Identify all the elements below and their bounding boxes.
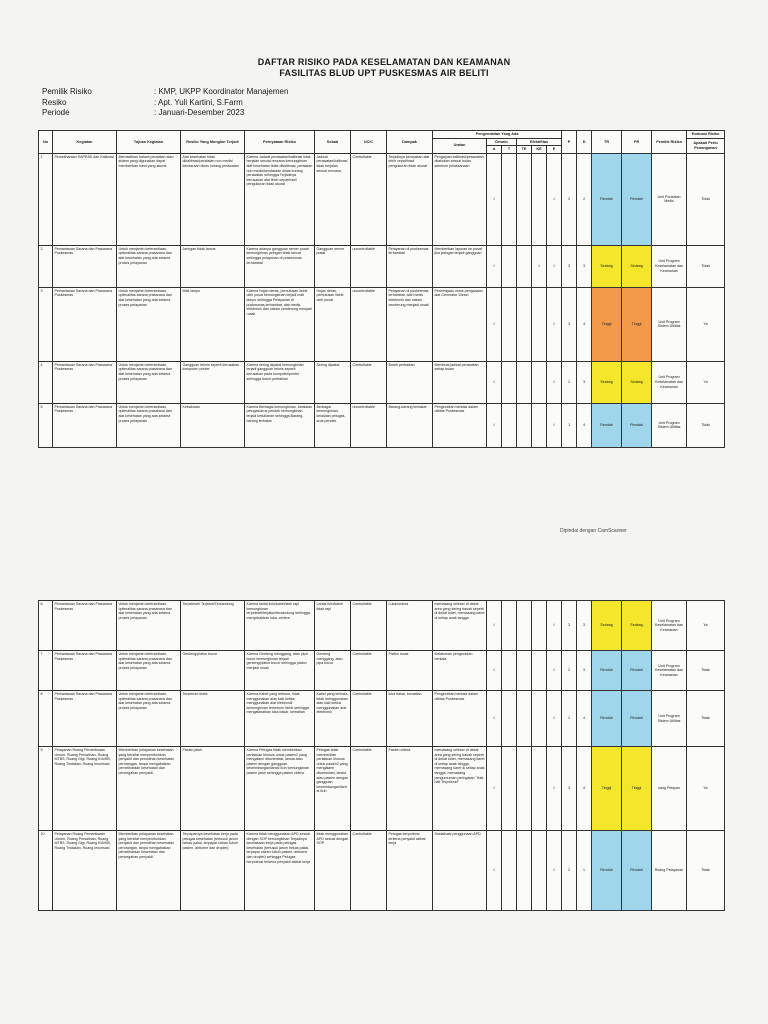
cell-t: [502, 361, 517, 403]
cell-kegiatan: Pemantauan Sarana dan Prasarana Puskesmas: [53, 601, 117, 651]
cell-t: [502, 747, 517, 831]
cell-tr: Tinggi: [592, 747, 622, 831]
cell-pernyataan: Karena Hujan deras, pemutusan listrik oleh pusat kemungkinan terjadi mati lampu sehingga Pelayanan di puskesmas terhambat, alat medis, elektronik dan vaksin cenderung menjadi rusak: [245, 287, 315, 361]
meta-row-risk: Resiko : Apt. Yuli Kartini, S.Farm: [42, 97, 243, 107]
cell-t: [502, 287, 517, 361]
cell-t: [502, 831, 517, 911]
cell-te: [517, 747, 532, 831]
cell-uraian: Pengecekan berkala dalam utilitas Puskesmas: [433, 403, 487, 447]
cell-pr: Rendah: [622, 831, 652, 911]
cell-no: 9: [39, 747, 53, 831]
cell-dampak: Barang-barang terbakar: [387, 403, 433, 447]
cell-dampak: luka bakar, kematian: [387, 691, 433, 747]
cell-kegiatan: Pemantauan Sarana dan Prasarana Puskesmas: [53, 245, 117, 287]
cell-e: √: [547, 691, 562, 747]
cell-uraian: Sosialisasi penggunaan APD: [433, 831, 487, 911]
cell-risiko: Alat kesehatan tidak dikalibrasi/peralatan non medis/ kendaraan dinas kurang perawatan: [181, 153, 245, 245]
cell-ke: [532, 601, 547, 651]
cell-pr: Rendah: [622, 153, 652, 245]
cell-sebab: tidak menggunakan APD sesuai dengan SOP: [315, 831, 351, 911]
cell-d: 3: [577, 245, 592, 287]
cell-t: [502, 403, 517, 447]
table-row: [39, 651, 725, 691]
cell-ke: [532, 403, 547, 447]
cell-te: [517, 361, 532, 403]
cell-tr: Sedang: [592, 601, 622, 651]
cell-apakah: Tidak: [687, 403, 725, 447]
cell-risiko: Gangguan teknis seperti kerusakan komputer/ printer: [181, 361, 245, 403]
cell-ke: [532, 831, 547, 911]
cell-e: √: [547, 403, 562, 447]
cell-tujuan: Untuk menjamin ketersediaan, optimalitas sarana prasarana dan alat kesehatan yang ada selama proses pelayanan: [117, 403, 181, 447]
cell-no: 7: [39, 651, 53, 691]
cell-ucc: Controllable: [351, 361, 387, 403]
cell-uraian: Pengecekan berkala dalam utilitas Puskesmas: [433, 691, 487, 747]
cell-t: [502, 153, 517, 245]
cell-tujuan: Untuk menjamin ketersediaan, optimalitas sarana prasarana dan alat kesehatan yang ada selama proses pelayanan: [117, 245, 181, 287]
cell-ke: [532, 747, 547, 831]
cell-pr: Rendah: [622, 691, 652, 747]
cell-dampak: Petugas berpotensi terkena penyakit akibat kerja: [387, 831, 433, 911]
cell-pernyataan: Karena Berbagai kemungkinan, kelalaian petugas/arus pendek kemungkinan terjadi kebakaran sehingga Barang-barang terbakar: [245, 403, 315, 447]
cell-ucc: Controllable: [351, 747, 387, 831]
cell-kegiatan: Pemantauan Sarana dan Prasarana Puskesmas: [53, 361, 117, 403]
cell-uraian: Peremajaan untuk pengadaan alat Generator Diesel: [433, 287, 487, 361]
cell-uraian: Membuat jadwal perawatan setiap bulan: [433, 361, 487, 403]
cell-tr: Rendah: [592, 153, 622, 245]
cell-kegiatan: Pelayanan Ruang Pemeriksaan Umum, Ruang Persalinan, Ruang MTBS, Ruang Gigi, Ruang KIA/KB, Ruang Tindakan, Ruang Imunisasi: [53, 831, 117, 911]
cell-e: √: [547, 287, 562, 361]
cell-te: [517, 601, 532, 651]
meta-row-period: Periode : Januari-Desember 2023: [42, 108, 245, 117]
cell-a: √: [487, 403, 502, 447]
cell-dampak: Butuh perbaikan: [387, 361, 433, 403]
cell-pemilik: Unit Program Keselamatan dan Keamanan: [652, 651, 687, 691]
cell-te: [517, 153, 532, 245]
cell-pr: Rendah: [622, 403, 652, 447]
cell-sebab: Hujan deras, pemutusan listrik oleh pusat: [315, 287, 351, 361]
cell-sebab: Jadwal perawatan/kalibrasi tidak berjalan sesuai rencana: [315, 153, 351, 245]
cell-pernyataan: Karena lantai licin/kabel/stek rapi kemungkinan terpeleset/terjatuh/tersandung sehingga menyebabkan luka, cedera: [245, 601, 315, 651]
cell-pernyataan: Karena adanya gangguan server pusat kemungkinan jaringan tidak lancar sehingga pelayanan di puskesmas terhambat: [245, 245, 315, 287]
cell-dampak: Luka/cedera: [387, 601, 433, 651]
cell-tujuan: Untuk menjamin ketersediaan, optimalitas sarana prasarana dan alat kesehatan yang ada selama proses pelayanan: [117, 651, 181, 691]
cell-pernyataan: Karena Jadwal perawatan/kalibrasi tidak berjalan sesuai rencana kemungkinan alat kesehatan tidak dikalibrasi, peralatan non medis/kendaraan dinas kurang perawatan sehingga Terjadinya kerusakan alat lebih cepat/hasil pengukuran tidak akurat: [245, 153, 315, 245]
cell-apakah: Ya: [687, 747, 725, 831]
cell-a: √: [487, 747, 502, 831]
cell-uraian: memasang seleser di dekat area yang sering basah seperti di dekat toilet, memasang karet di setiap anak tangga: [433, 601, 487, 651]
cell-dampak: Pelayanan di puskesmas terhambat, alat medis elektronik dan vaksin cenderung menjadi rusak: [387, 287, 433, 361]
cell-tr: Tinggi: [592, 287, 622, 361]
cell-tr: Rendah: [592, 651, 622, 691]
table-row: [39, 287, 725, 361]
cell-a: √: [487, 361, 502, 403]
cell-kegiatan: Pemantauan Sarana dan Prasarana Puskesmas: [53, 691, 117, 747]
cell-e: √: [547, 153, 562, 245]
cell-pemilik: Unit Program Keselamatan dan Keamanan: [652, 245, 687, 287]
cell-d: 1: [577, 831, 592, 911]
cell-sebab: Genteng menggang, atau pipa bocor: [315, 651, 351, 691]
cell-sebab: Gangguan server pusat: [315, 245, 351, 287]
risk-table-page-1: No Kegiatan Tujuan Kegiatan Resiko Yang Mungkin Terjadi Pernyataan Risiko Sebab UC/C Dampak Pengendalian Yang Ada P D TR PR Pemilik Risiko Evaluasi Risiko Uraian Desain Efektifitas Apakah Perlu Penanganan A T TE KE E 1 Pemeliharaan SAPRAS dan Kalibrasi Memastikan bahwa peralatan atau sistem yang digunakan dapat memberikan hasil yang akurat Alat kesehatan tidak dikalibrasi/peralatan non medis/ kendaraan dinas kurang perawatan Karena Jadwal perawatan/kalibrasi tidak berjalan sesuai rencana kemungkinan alat kesehatan tidak dikalibrasi, peralatan non medis/kendaraan dinas kurang perawatan sehingga Terjadinya kerusakan alat lebih cepat/hasil pengukuran tidak akurat Jadwal perawatan/kalibrasi tidak berjalan sesuai rencana Controllable Terjadinya kerusakan alat lebih cepat/hasil pengukuran tidak akurat Pengajuan kalibrasi/perawatan dilakukan sesuai bulan sebelum pelaksanaan √ √ 2 2 Rendah Rendah Unit Peralatan Medis Tidak 2 Pemantauan Sarana dan Prasarana Puskesmas Untuk menjamin ketersediaan, optimalitas sarana prasarana dan alat kesehatan yang ada selama proses pelayanan Jaringan tidak lancar Karena adanya gangguan server pusat kemungkinan jaringan tidak lancar sehingga pelayanan di puskesmas terhambat Gangguan server pusat uncontrollable Pelayanan di puskesmas terhambat Memberikan laporan ke pusat jika jaringan terjadi gangguan √ √ √ 3 3 Sedang Sedang Unit Program Keselamatan dan Keamanan Tidak 3 Pemantauan Sarana dan Prasarana Puskesmas Untuk menjamin ketersediaan, optimalitas sarana prasarana dan alat kesehatan yang ada selama proses pelayanan Mati lampu Karena Hujan deras, pemutusan listrik oleh pusat kemungkinan terjadi mati lampu sehingga Pelayanan di puskesmas terhambat, alat medis, elektronik dan vaksin cenderung menjadi rusak Hujan deras, pemutusan listrik oleh pusat uncontrollable Pelayanan di puskesmas terhambat, alat medis elektronik dan vaksin cenderung menjadi rusak Peremajaan untuk pengadaan alat Generator Diesel √ √ 3 4 Tinggi Tinggi Unit Program Sistem Utilitas Ya 4 Pemantauan Sarana dan Prasarana Puskesmas Untuk menjamin ketersediaan, optimalitas sarana prasarana dan alat kesehatan yang ada selama proses pelayanan Gangguan teknis seperti kerusakan komputer/ printer Karena sering dipakai kemungkinan terjadi gangguan teknis seperti kerusakan pada komputer/printer sehingga butuh perbaikan Sering dipakai Controllable Butuh perbaikan Membuat jadwal perawatan setiap bulan √ √ 2 3 Sedang Sedang Unit Program Keselamatan dan Keamanan Ya 5 Pemantauan Sarana dan Prasarana Puskesmas Untuk menjamin ketersediaan, optimalitas sarana prasarana dan alat kesehatan yang ada selama proses pelayanan Kebakaran Karena Berbagai kemungkinan, kelalaian petugas/arus pendek kemungkinan terjadi kebakaran sehingga Barang-barang terbakar Berbagai kemungkinan, kelalaian petugas, arus pendek uncontrollable Barang-barang terbakar Pengecekan berkala dalam utilitas Puskesmas √ √ 1 4 Rendah Rendah Unit Program Sistem Utilitas Tidak: [38, 130, 725, 448]
cell-tr: Sedang: [592, 245, 622, 287]
cell-tr: Rendah: [592, 403, 622, 447]
cell-risiko: Jaringan tidak lancar: [181, 245, 245, 287]
cell-ke: [532, 153, 547, 245]
cell-pernyataan: Karena tidak menggunakan APD sesuai dengan SOP kemungkinan Terjadinya kecelakaan kerja pada petugas kesehatan (tertusuk jarum bekas pakai, terpapar cairan tubuh pasien, airborne dan droplet) sehingga Petugas berpotensi terkena penyakit akibat kerja: [245, 831, 315, 911]
risk-metadata: [42, 87, 288, 119]
cell-e: √: [547, 651, 562, 691]
cell-apakah: Tidak: [687, 691, 725, 747]
cell-ucc: uncontrollable: [351, 287, 387, 361]
cell-pr: Sedang: [622, 361, 652, 403]
cell-risiko: Tersetrum listrik: [181, 691, 245, 747]
cell-pr: Rendah: [622, 651, 652, 691]
cell-a: √: [487, 651, 502, 691]
cell-pemilik: uang Pelayan: [652, 747, 687, 831]
cell-apakah: Tidak: [687, 651, 725, 691]
cell-te: [517, 403, 532, 447]
cell-tujuan: Untuk menjamin ketersediaan, optimalitas sarana prasarana dan alat kesehatan yang ada selama proses pelayanan: [117, 287, 181, 361]
cell-tujuan: Memberikan pelayanan kesehatan yang bersifat menyembuhkan penyakit dan pemulihan kesehatan perorangan, tanpa mengabaikan pemeliharaan kesehatan dan pencegahan penyakit.: [117, 831, 181, 911]
cell-ke: √: [532, 245, 547, 287]
cell-pemilik: Unit Program Sistem Utilitas: [652, 403, 687, 447]
cell-pemilik: Ruang Pelayanan: [652, 831, 687, 911]
cell-no: 1: [39, 153, 53, 245]
cell-no: 2: [39, 245, 53, 287]
cell-tr: Rendah: [592, 831, 622, 911]
cell-apakah: Ya: [687, 601, 725, 651]
cell-p: 3: [562, 747, 577, 831]
table-row: [39, 361, 725, 403]
cell-sebab: Petugas tidak memberikan perlakuan khusus untuk pasien2 yang mengalami disorientasi, lansia atau pasien dengan gangguan keseimbangan/lantai licin: [315, 747, 351, 831]
cell-apakah: Tidak: [687, 245, 725, 287]
cell-tr: Rendah: [592, 691, 622, 747]
cell-tujuan: Memberikan pelayanan kesehatan yang bersifat menyembuhkan penyakit dan pemulihan kesehatan perorangan, tanpa mengabaikan pemeliharaan kesehatan dan pencegahan penyakit.: [117, 747, 181, 831]
cell-d: 2: [577, 153, 592, 245]
cell-risiko: Pasien jatuh: [181, 747, 245, 831]
cell-risiko: Terpeleset/ Terjatuh/Tersandung: [181, 601, 245, 651]
cell-e: √: [547, 747, 562, 831]
scanner-watermark: Dipindai dengan CamScanner: [560, 528, 627, 534]
cell-d: 3: [577, 601, 592, 651]
meta-row-owner: Pemilik Risiko : KMP, UKPP Koordinator Manajemen: [42, 87, 289, 96]
cell-p: 2: [562, 153, 577, 245]
cell-ke: [532, 651, 547, 691]
cell-a: √: [487, 831, 502, 911]
cell-d: 4: [577, 747, 592, 831]
cell-risiko: Genteng/plafon bocor: [181, 651, 245, 691]
cell-te: [517, 831, 532, 911]
cell-a: √: [487, 287, 502, 361]
cell-a: √: [487, 601, 502, 651]
cell-e: √: [547, 245, 562, 287]
cell-te: [517, 245, 532, 287]
cell-pernyataan: Karena Genteng menggang, atau pipa bocor kemungkinan terjadi genteng/plafon bocor sehingga plafon menjadi rusak: [245, 651, 315, 691]
cell-p: 1: [562, 691, 577, 747]
cell-te: [517, 287, 532, 361]
cell-pemilik: Unit Program Sistem Utilitas: [652, 287, 687, 361]
cell-p: 3: [562, 245, 577, 287]
cell-apakah: Tidak: [687, 831, 725, 911]
cell-pemilik: Unit Program Keselamatan dan Keamanan: [652, 361, 687, 403]
table-row: [39, 245, 725, 287]
cell-t: [502, 651, 517, 691]
cell-d: 4: [577, 287, 592, 361]
cell-pemilik: Unit Program Sistem Utilitas: [652, 691, 687, 747]
cell-tujuan: Untuk menjamin ketersediaan, optimalitas sarana prasarana dan alat kesehatan yang ada selama proses pelayanan: [117, 691, 181, 747]
cell-pr: Tinggi: [622, 287, 652, 361]
document-subtitle: FASILITAS BLUD UPT PUSKESMAS AIR BELITI: [279, 68, 489, 78]
cell-pemilik: Unit Program Keselamatan dan Keamanan: [652, 601, 687, 651]
cell-no: 8: [39, 691, 53, 747]
cell-a: √: [487, 691, 502, 747]
cell-pemilik: Unit Peralatan Medis: [652, 153, 687, 245]
cell-pr: Sedang: [622, 601, 652, 651]
cell-apakah: Tidak: [687, 153, 725, 245]
cell-no: 4: [39, 361, 53, 403]
risk-table-page-2: [38, 600, 725, 911]
cell-e: √: [547, 831, 562, 911]
cell-sebab: Sering dipakai: [315, 361, 351, 403]
table-row: [39, 153, 725, 245]
cell-sebab: Kabel yang terbuka, tidak menggunakan alas kaki ketika menggunakan alat elektronik: [315, 691, 351, 747]
cell-p: 2: [562, 651, 577, 691]
cell-a: √: [487, 245, 502, 287]
cell-ucc: uncontrollable: [351, 245, 387, 287]
cell-uraian: memasang seleser di dekat area yang sering basah seperti di dekat toilet, memasang karet di setiap anak tangga, memasang karet di setiap anak tangga, memasang pengumuman peringatan "Hati-hati Terpeleset": [433, 747, 487, 831]
cell-t: [502, 691, 517, 747]
cell-p: 3: [562, 601, 577, 651]
cell-no: 5: [39, 403, 53, 447]
cell-d: 3: [577, 651, 592, 691]
cell-p: 1: [562, 403, 577, 447]
cell-pr: Tinggi: [622, 747, 652, 831]
cell-pernyataan: Karena sering dipakai kemungkinan terjadi gangguan teknis seperti kerusakan pada komputer/printer sehingga butuh perbaikan: [245, 361, 315, 403]
cell-risiko: Mati lampu: [181, 287, 245, 361]
cell-uraian: Melakukan pengecekan berkala: [433, 651, 487, 691]
cell-ke: [532, 691, 547, 747]
cell-tujuan: Untuk menjamin ketersediaan, optimalitas sarana prasarana dan alat kesehatan yang ada selama proses pelayanan: [117, 601, 181, 651]
cell-ucc: Controllable: [351, 153, 387, 245]
table-row: [39, 403, 725, 447]
cell-ke: [532, 287, 547, 361]
cell-p: 3: [562, 287, 577, 361]
cell-no: 10: [39, 831, 53, 911]
cell-ke: [532, 361, 547, 403]
cell-apakah: Ya: [687, 361, 725, 403]
table-row: [39, 747, 725, 831]
cell-ucc: Controllable: [351, 651, 387, 691]
cell-uraian: Pengajuan kalibrasi/perawatan dilakukan sesuai bulan sebelum pelaksanaan: [433, 153, 487, 245]
cell-t: [502, 601, 517, 651]
cell-d: 4: [577, 403, 592, 447]
table-row: [39, 691, 725, 747]
cell-dampak: Terjadinya kerusakan alat lebih cepat/hasil pengukuran tidak akurat: [387, 153, 433, 245]
cell-ucc: Controllable: [351, 601, 387, 651]
cell-t: [502, 245, 517, 287]
cell-pernyataan: Karena Petugas tidak memberikan perlakuan khusus untuk pasien2 yang mengalami disorientasi, lansia atau pasien dengan gangguan keseimbangan/lantai licin kemungkinan pasien jatuh sehingga pasien cidera: [245, 747, 315, 831]
cell-risiko: Kebakaran: [181, 403, 245, 447]
table-row: [39, 831, 725, 911]
cell-p: 2: [562, 831, 577, 911]
table-row: [39, 601, 725, 651]
cell-pernyataan: Karena Kabel yang terbuka, tidak menggunakan alas kaki ketika menggunakan alat elektronik kemungkinan tersetrum listrik sehingga mengakibatkan luka bakar, kematian: [245, 691, 315, 747]
cell-kegiatan: Pemantauan Sarana dan Prasarana Puskesmas: [53, 403, 117, 447]
cell-kegiatan: Pemeliharaan SAPRAS dan Kalibrasi: [53, 153, 117, 245]
cell-pr: Sedang: [622, 245, 652, 287]
cell-tujuan: Untuk menjamin ketersediaan, optimalitas sarana prasarana dan alat kesehatan yang ada selama proses pelayanan: [117, 361, 181, 403]
cell-risiko: Terpaparnya kesehatan kerja pada petugas kesehatan (tertusuk jarum bekas pakai, terpapar cairan tubuh pasien, airborne dan droplet): [181, 831, 245, 911]
cell-apakah: Ya: [687, 287, 725, 361]
cell-te: [517, 691, 532, 747]
cell-te: [517, 651, 532, 691]
cell-d: 4: [577, 691, 592, 747]
cell-uraian: Memberikan laporan ke pusat jika jaringan terjadi gangguan: [433, 245, 487, 287]
cell-kegiatan: Pelayanan Ruang Pemeriksaan Umum, Ruang Persalinan, Ruang MTBS, Ruang Gigi, Ruang KIA/KB, Ruang Tindakan, Ruang Imunisasi: [53, 747, 117, 831]
cell-tujuan: Memastikan bahwa peralatan atau sistem yang digunakan dapat memberikan hasil yang akurat: [117, 153, 181, 245]
cell-tr: Sedang: [592, 361, 622, 403]
cell-e: √: [547, 361, 562, 403]
cell-d: 3: [577, 361, 592, 403]
cell-ucc: Controllable: [351, 831, 387, 911]
cell-sebab: Lantai licin/kabel tidak rapi: [315, 601, 351, 651]
cell-kegiatan: Pemantauan Sarana dan Prasarana Puskesmas: [53, 651, 117, 691]
cell-sebab: Berbagai kemungkinan, kelalaian petugas, arus pendek: [315, 403, 351, 447]
cell-ucc: uncontrollable: [351, 403, 387, 447]
cell-a: √: [487, 153, 502, 245]
cell-dampak: Pasien cidera: [387, 747, 433, 831]
cell-no: 6: [39, 601, 53, 651]
cell-p: 2: [562, 361, 577, 403]
cell-ucc: Controllable: [351, 691, 387, 747]
document-title: DAFTAR RISIKO PADA KESELAMATAN DAN KEAMANAN: [257, 57, 511, 67]
cell-e: √: [547, 601, 562, 651]
cell-kegiatan: Pemantauan Sarana dan Prasarana Puskesmas: [53, 287, 117, 361]
cell-dampak: Plafon rusak: [387, 651, 433, 691]
cell-no: 3: [39, 287, 53, 361]
cell-dampak: Pelayanan di puskesmas terhambat: [387, 245, 433, 287]
